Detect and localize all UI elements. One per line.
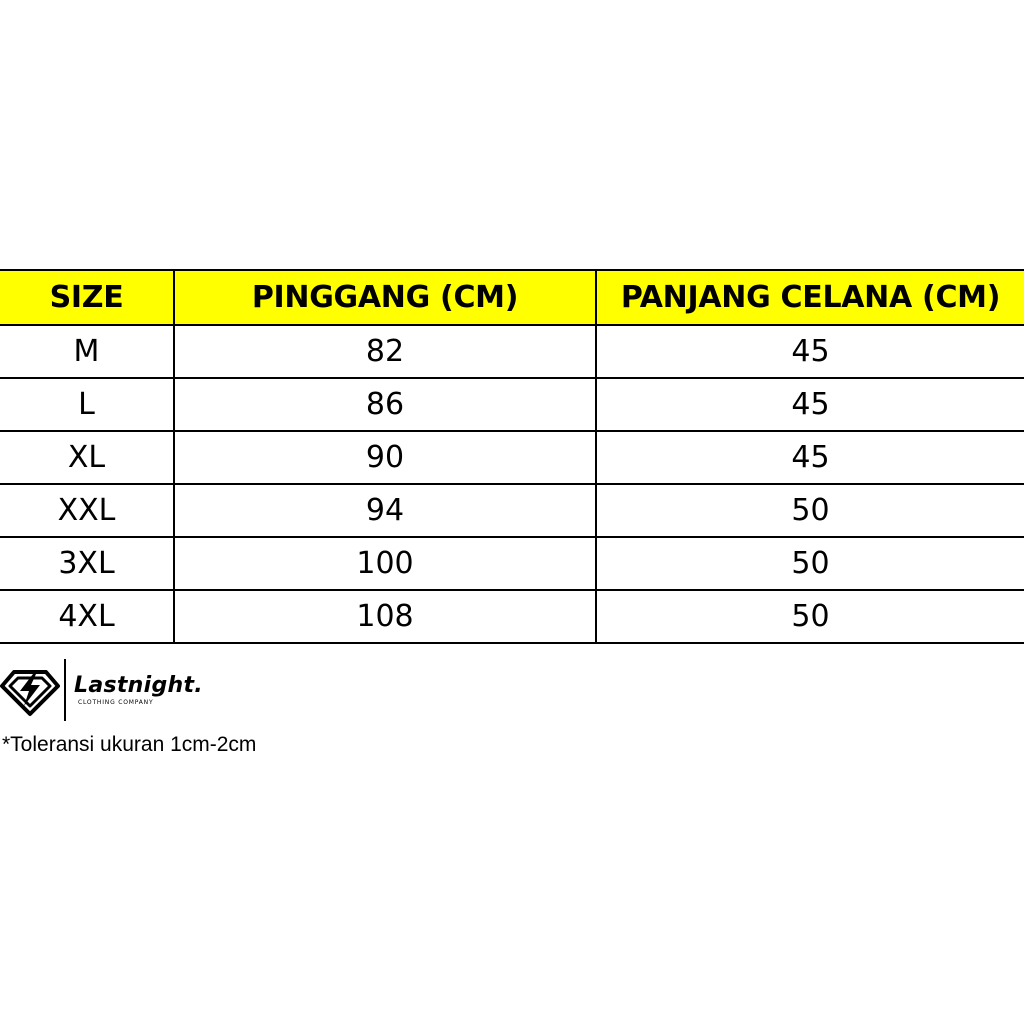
waist-cell: 100: [174, 537, 596, 590]
diamond-lightning-icon: [0, 660, 60, 720]
size-cell: XXL: [0, 484, 174, 537]
header-length: PANJANG CELANA (CM): [596, 270, 1024, 325]
table-header-row: [0, 270, 1024, 325]
length-cell: 45: [596, 431, 1024, 484]
header-size: SIZE: [0, 270, 174, 325]
size-chart-table: [0, 269, 1024, 644]
length-cell: 45: [596, 325, 1024, 378]
length-cell: 45: [596, 378, 1024, 431]
waist-cell: 90: [174, 431, 596, 484]
table-row: [0, 590, 1024, 643]
header-waist: PINGGANG (CM): [174, 270, 596, 325]
size-tolerance-note: *Toleransi ukuran 1cm-2cm: [2, 733, 257, 756]
brand-wordmark: [74, 672, 203, 706]
waist-cell: 82: [174, 325, 596, 378]
table-row: [0, 484, 1024, 537]
length-cell: 50: [596, 484, 1024, 537]
size-cell: 4XL: [0, 590, 174, 643]
table-row: [0, 537, 1024, 590]
brand-logo: [0, 658, 203, 722]
length-cell: 50: [596, 537, 1024, 590]
table-row: [0, 378, 1024, 431]
size-cell: M: [0, 325, 174, 378]
waist-cell: 86: [174, 378, 596, 431]
size-cell: 3XL: [0, 537, 174, 590]
size-cell: XL: [0, 431, 174, 484]
brand-tagline: CLOTHING COMPANY: [78, 698, 154, 706]
brand-divider: [64, 659, 66, 721]
brand-name: Lastnight.: [74, 672, 203, 698]
size-cell: L: [0, 378, 174, 431]
waist-cell: 94: [174, 484, 596, 537]
table-row: [0, 325, 1024, 378]
waist-cell: 108: [174, 590, 596, 643]
length-cell: 50: [596, 590, 1024, 643]
table-row: [0, 431, 1024, 484]
